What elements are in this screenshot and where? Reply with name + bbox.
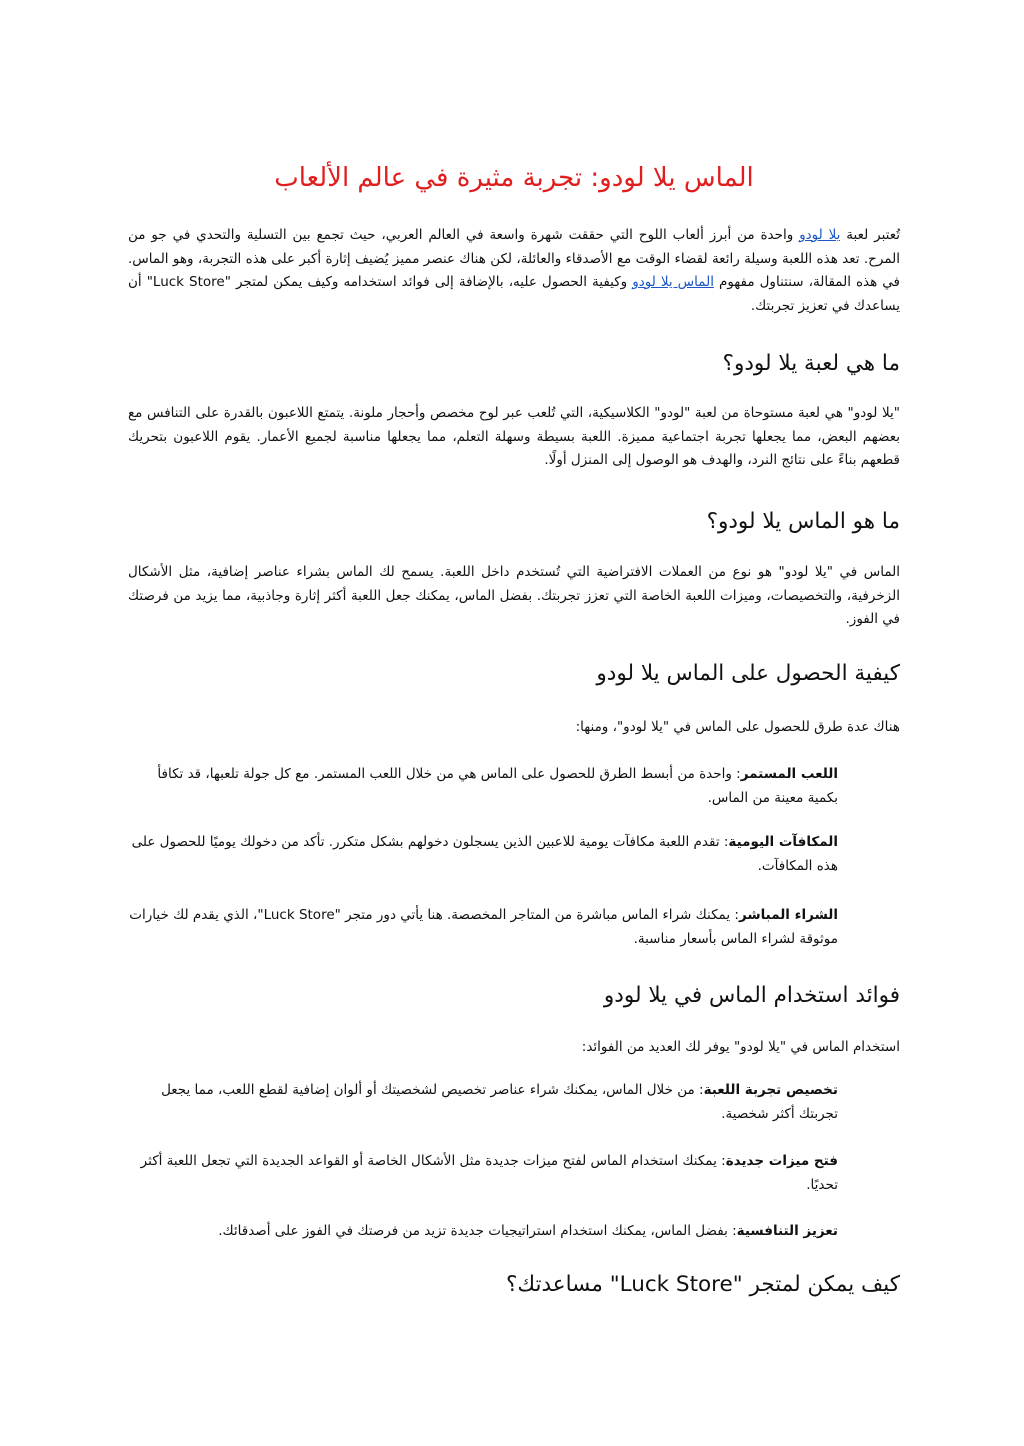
list-item-title: تخصيص تجربة اللعبة <box>703 1082 838 1098</box>
what-is-diamond-paragraph: الماس في "يلا لودو" هو نوع من العملات الافتراضية التي تُستخدم داخل اللعبة. يسمح لك الماس بشراء عناصر إضافية، مثل الأشكال الزخرفية، والتخصيصات، وميزات اللعبة الخاصة التي تعزز تجربتك. بفضل الماس، يمكنك جعل اللعبة أكثر إثارة وجاذبية، مما يزيد من فرصتك في الفوز. <box>128 564 900 627</box>
list-item <box>128 1219 838 1243</box>
section-heading-what-is-game: ما هي لعبة يلا لودو؟ <box>722 351 900 376</box>
intro-paragraph <box>128 224 900 318</box>
what-is-game-section <box>128 348 900 380</box>
what-is-game-body <box>128 402 900 473</box>
page-title: الماس يلا لودو: تجربة مثيرة في عالم الألعاب <box>274 163 754 193</box>
intro-text-2: واحدة من أبرز ألعاب اللوح التي حققت شهرة واسعة في العالم العربي، حيث تجمع بين التسلية والتحدي في جو من المرح. تعد هذه اللعبة وسيلة رائعة لقضاء الوقت مع الأصدقاء والعائلة، لكن هناك عنصر مميز يُضيف إثارة أكبر على هذه التجربة، وهو الماس. في هذه المقالة، سنتناول مفهوم <box>128 227 900 290</box>
list-item <box>128 1078 838 1126</box>
list-item <box>128 903 838 951</box>
list-item-text: : من خلال الماس، يمكنك شراء عناصر تخصيص لشخصيتك أو ألوان إضافية لقطع اللعب، مما يجعل تجربتك أكثر شخصية. <box>161 1082 838 1122</box>
benefits-intro <box>128 1036 900 1060</box>
what-is-diamond-section <box>128 506 900 538</box>
list-item-title: اللعب المستمر <box>740 766 838 782</box>
section-heading-luck-store: كيف يمكن لمتجر "Luck Store" مساعدتك؟ <box>505 1272 900 1297</box>
list-item <box>128 830 838 878</box>
what-is-game-paragraph: "يلا لودو" هي لعبة مستوحاة من لعبة "لودو" الكلاسيكية، التي تُلعب عبر لوح مخصص وأحجار ملونة. يتمتع اللاعبون بالقدرة على التنافس مع بعضهم البعض، مما يجعلها تجربة اجتماعية مميزة. اللعبة بسيطة وسهلة التعلم، مما يجعلها مناسبة لجميع الأعمار. يقوم اللاعبون بتحريك قطعهم بناءً على نتائج النرد، والهدف هو الوصول إلى المنزل أولًا. <box>128 405 900 468</box>
how-to-get-section <box>128 658 900 690</box>
list-item-title: فتح ميزات جديدة <box>725 1153 838 1169</box>
yalla-ludo-link[interactable]: يلا لودو <box>799 227 841 243</box>
yalla-ludo-diamond-link[interactable]: الماس يلا لودو <box>632 274 714 290</box>
section-heading-benefits: فوائد استخدام الماس في يلا لودو <box>603 983 900 1008</box>
list-item-title: المكافآت اليومية <box>728 834 838 850</box>
list-item-text: : بفضل الماس، يمكنك استخدام استراتيجيات جديدة تزيد من فرصتك في الفوز على أصدقائك. <box>218 1223 737 1239</box>
list-item-text: : واحدة من أبسط الطرق للحصول على الماس هي من خلال اللعب المستمر. مع كل جولة تلعبها، قد تكافأ بكمية معينة من الماس. <box>157 766 838 806</box>
what-is-diamond-body <box>128 561 900 632</box>
intro-text-3: وكيفية الحصول عليه، بالإضافة إلى فوائد استخدامه وكيف يمكن لمتجر "Luck Store" أن يساعدك في تعزيز تجربتك. <box>128 274 900 314</box>
list-item <box>128 1149 838 1197</box>
intro-section <box>128 224 900 318</box>
section-heading-how-to-get: كيفية الحصول على الماس يلا لودو <box>596 661 900 686</box>
benefits-intro-text: استخدام الماس في "يلا لودو" يوفر لك العديد من الفوائد: <box>581 1039 900 1055</box>
intro-text-1: تُعتبر لعبة <box>840 227 900 243</box>
how-to-get-intro-text: هناك عدة طرق للحصول على الماس في "يلا لودو"، ومنها: <box>575 719 900 735</box>
benefits-section <box>128 980 900 1012</box>
list-item-text: : تقدم اللعبة مكافآت يومية للاعبين الذين يسجلون دخولهم بشكل متكرر. تأكد من دخولك يوميًا للحصول على هذه المكافآت. <box>131 834 838 874</box>
section-heading-what-is-diamond: ما هو الماس يلا لودو؟ <box>706 509 900 534</box>
list-item-title: تعزيز التنافسية <box>736 1223 838 1239</box>
luck-store-section <box>128 1269 900 1301</box>
list-item-text: : يمكنك شراء الماس مباشرة من المتاجر المخصصة. هنا يأتي دور متجر "Luck Store"، الذي يقدم لك خيارات موثوقة لشراء الماس بأسعار مناسبة. <box>129 907 838 947</box>
how-to-get-intro <box>128 716 900 740</box>
list-item-text: : يمكنك استخدام الماس لفتح ميزات جديدة مثل الأشكال الخاصة أو القواعد الجديدة التي تجعل اللعبة أكثر تحديًا. <box>140 1153 838 1193</box>
list-item <box>128 762 838 810</box>
list-item-title: الشراء المباشر <box>738 907 838 923</box>
